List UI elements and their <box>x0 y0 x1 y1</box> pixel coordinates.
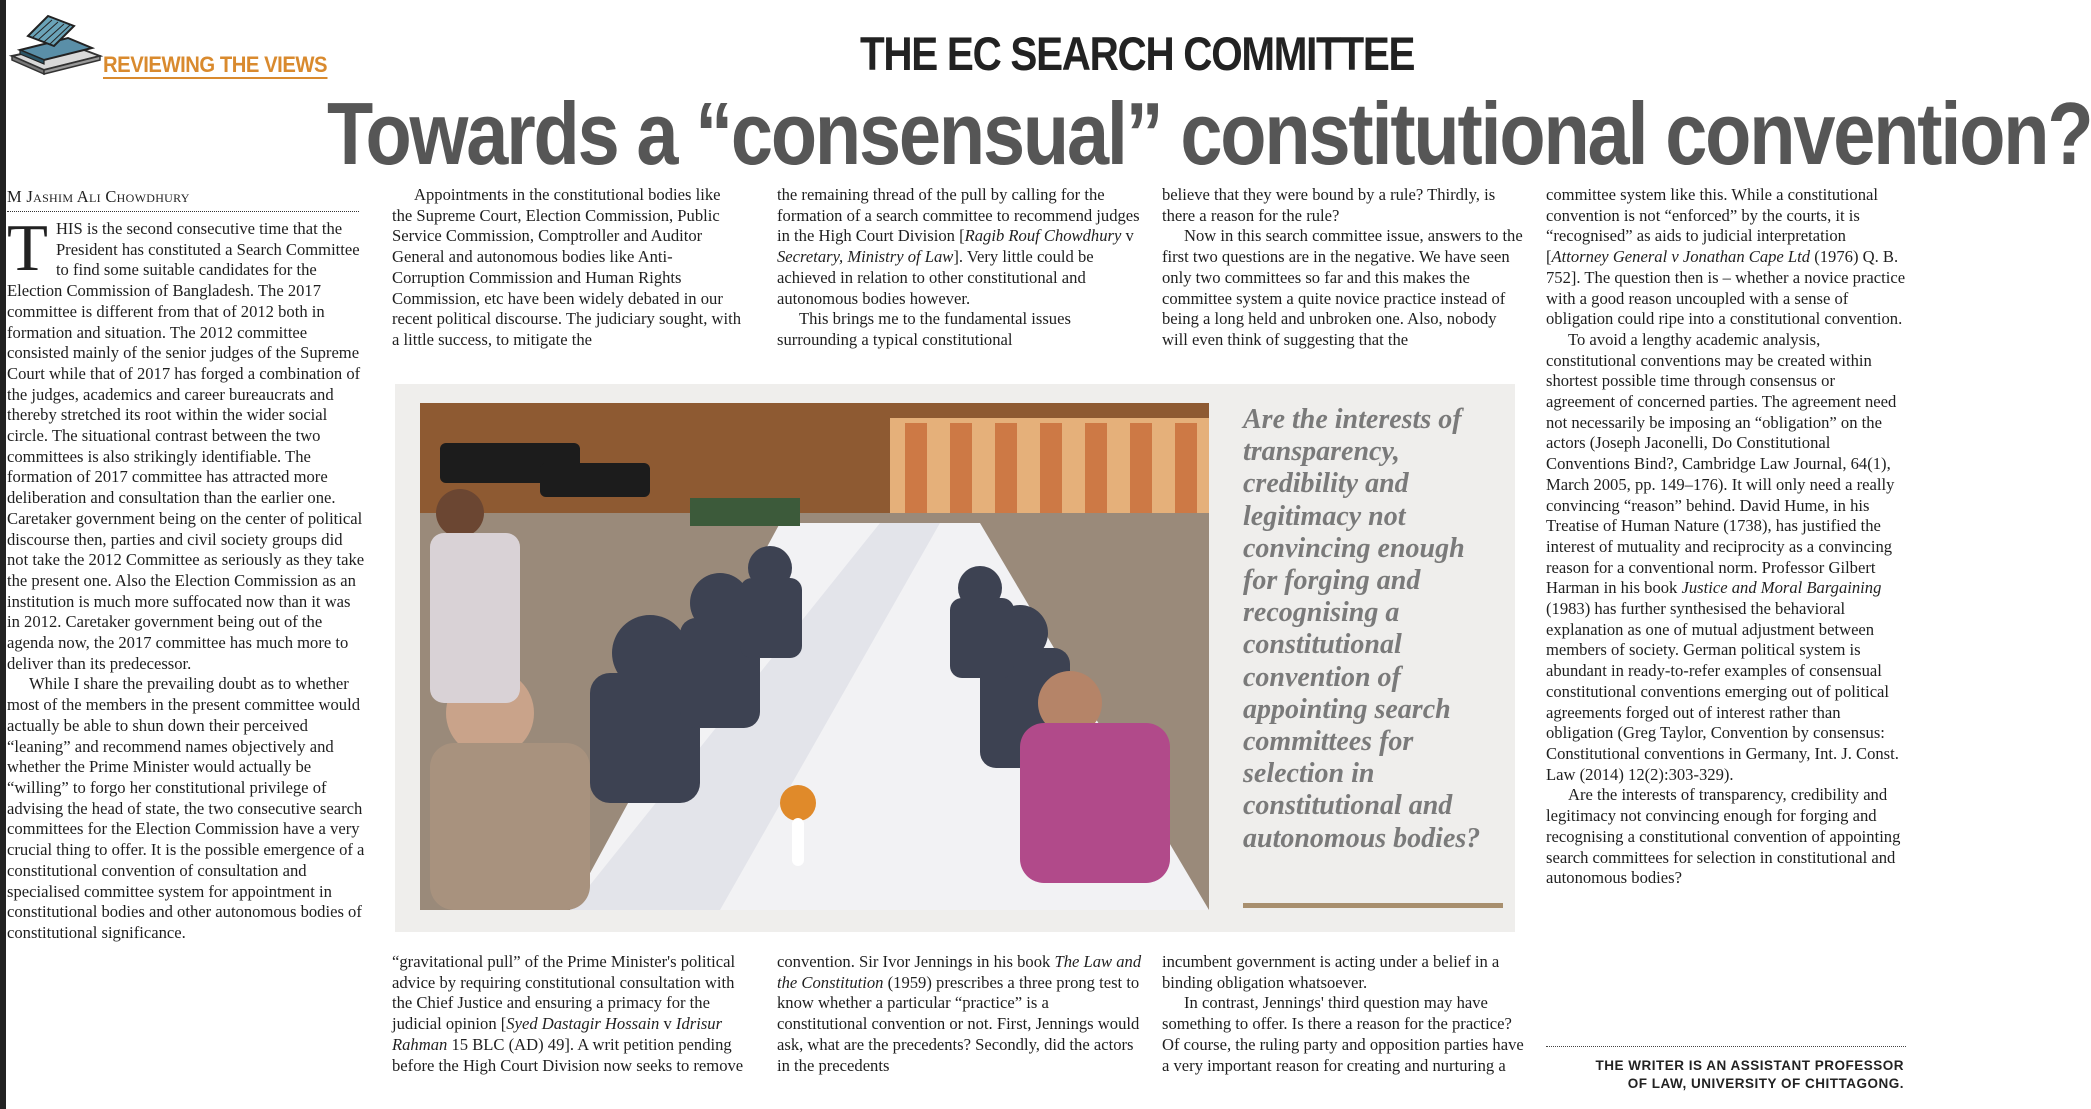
writer-note <box>1546 1057 1904 1093</box>
article-paragraph <box>1546 330 1908 785</box>
book-title: Justice and Moral Bargaining <box>1681 578 1882 598</box>
meeting-photo <box>420 403 1209 910</box>
book-title: The Law and the Constitution <box>777 952 1142 992</box>
article-text: (1983) has further synthesised the behavioral explanation as one of mutual adjustment between members of society. German political system is abundant in ready-to-refer examples of consensual constitutional conventions emerging out of political agreements forged out of interest rather than obligation (Greg Taylor, Convention by consensus: Constitutional conventions in Germany, Int. J. Const. Law (2014) 12(2):303-329). <box>1546 599 1899 784</box>
article-paragraph <box>777 185 1142 309</box>
article-column-4-bottom <box>1162 952 1524 1076</box>
drop-cap: T <box>7 211 48 285</box>
article-text: To avoid a lengthy academic analysis, constitutional conventions may be created within shortest possible time through consensus or agreement of concerned parties. The agreement need not necessarily be imposing an “obligation” on the actors (Joseph Jaconelli, Do Constitutional Conventions Bind?, Cambridge Law Journal, 64(1), March 2005, pp. 149–176). It will only need a really convincing “reason” behind. David Hume, in his Treatise of Human Nature (1738), has justified the interest of mutuality and reciprocity as a convincing reason for a conventional norm. Professor Gilbert Harman in his book <box>1546 329 1897 598</box>
article-text: 15 BLC (AD) 49]. A writ petition pending before the High Court Division now seeks to remove <box>392 1034 744 1075</box>
article-column-3-top <box>777 185 1142 351</box>
article-text: the remaining thread of the pull by calling for the formation of a search committee to recommend judges in the High Court Division [ <box>777 185 1140 246</box>
article-text: (1959) prescribes a three prong test to know whether a particular “practice” is a constitutional convention or not. First, Jennings would ask, what are the precedents? Secondly, did the actors in the precedents <box>777 972 1140 1075</box>
case-name: Idrisur Rahman <box>392 1014 723 1054</box>
article-text: convention. Sir Ivor Jennings in his book <box>777 952 1055 971</box>
article-column-4-top <box>1162 185 1524 351</box>
byline: M Jashim Ali Chowdhury <box>7 187 359 212</box>
article-paragraph: While I share the prevailing doubt as to whether most of the members in the present committee would actually be able to shun down their perceived “leaning” and recommend names objectively and whether the Prime Minister would actually be “willing” to forgo her constitutional privilege of advising the head of state, the two consecutive search committees for the Election Commission have a very crucial thing to offer. It is the possible emergence of a constitutional convention of consultation and specialised committee system for appointment in constitutional bodies and other autonomous bodies of constitutional significance. <box>7 674 365 942</box>
case-name: Secretary, Ministry of Law <box>777 247 954 267</box>
article-column-2-bottom <box>392 952 744 1076</box>
article-column-1 <box>7 211 367 944</box>
case-name: Syed Dastagir Hossain <box>506 1014 660 1034</box>
article-text: is the second consecutive time that the President has constituted a Search Committee to find some suitable candidates for the Election Commission of Bangladesh. The 2017 committee is different from that of 2012 both in formation and situation. The 2012 committee consisted mainly of the senior judges of the Supreme Court while that of 2017 has forged a combination of the judges, academics and career bureaucrats and thereby stretched its root within the wider social circle. The situational contrast between the two committees is also strikingly identifiable. The formation of 2017 committee has attracted more deliberation and consultation than the earlier one. Caretaker government being on the center of political discourse then, parties and civil society groups did not take the 2012 Committee as seriously as they take the present one. Also the Election Commission as an institution is much more suffocated now than it was in 2012. Caretaker government being out of the agenda now, the 2017 committee has much more to deliver than its predecessor. <box>7 219 365 673</box>
article-text: (1976) Q. B. 752]. The question then is – whether a novice practice with a good reason uncoupled with a sense of obligation could ripe into a constitutional convention. <box>1546 247 1906 329</box>
lead-word: HIS <box>55 219 83 238</box>
article-text: ]. Very little could be achieved in relation to other constitutional and autonomous bodies however. <box>777 247 1094 308</box>
article-paragraph: This brings me to the fundamental issues surrounding a typical constitutional <box>777 309 1071 349</box>
case-name: Attorney General v Jonathan Cape Ltd <box>1551 247 1811 267</box>
article-paragraph <box>777 952 1142 1076</box>
article-column-3-bottom <box>777 952 1142 1076</box>
article-paragraph: believe that they were bound by a rule? Thirdly, is there a reason for the rule? <box>1162 185 1496 225</box>
article-paragraph <box>1546 185 1908 330</box>
article-paragraph: Now in this search committee issue, answers to the first two questions are in the negative. We have seen only two committees so far and this makes the committee system a quite novice practice instead of being a long held and unbroken one. Also, nobody will even think of suggesting that the <box>1162 226 1523 349</box>
article-paragraph: Are the interests of transparency, credibility and legitimacy not convincing enough for forging and recognising a constitutional convention of appointing search committees for selection in constitutional and autonomous bodies? <box>1546 785 1901 888</box>
writer-note-line: OF LAW, UNIVERSITY OF CHITTAGONG. <box>1627 1076 1904 1091</box>
article-column-2-top <box>392 185 744 351</box>
article-paragraph <box>392 952 744 1076</box>
article-paragraph: incumbent government is acting under a belief in a binding obligation whatsoever. <box>1162 952 1500 992</box>
section-label: REVIEWING THE VIEWS <box>103 52 328 77</box>
article-text: committee system like this. While a constitutional convention is not “enforced” by the courts, it is “recognised” as aids to judicial interpretation [ <box>1546 185 1878 267</box>
kicker-title: THE EC SEARCH COMMITTEE <box>860 27 1415 80</box>
article-text: v <box>659 1014 676 1034</box>
case-name: Ragib Rouf Chowdhury <box>964 226 1122 246</box>
writer-note-line: THE WRITER IS AN ASSISTANT PROFESSOR <box>1595 1058 1904 1073</box>
writer-note-divider <box>1546 1046 1906 1047</box>
article-text: “gravitational pull” of the Prime Minister's political advice by requiring constitutional consultation with the Chief Justice and ensuring a primacy for the judicial opinion [ <box>392 952 736 1034</box>
books-stack-icon <box>8 12 104 74</box>
pull-quote-rule <box>1243 903 1503 908</box>
article-column-5 <box>1546 185 1908 889</box>
article-paragraph: Appointments in the constitutional bodies like the Supreme Court, Election Commission, Public Service Commission, Comptroller and Auditor General and autonomous bodies like Anti-Corruption Commission and Human Rights Commission, etc have been widely debated in our recent political discourse. The judiciary sought, with a little success, to mitigate the <box>392 185 741 349</box>
page-title: Towards a “consensual” constitutional convention? <box>327 84 2091 183</box>
article-text: v <box>1121 226 1134 246</box>
page-edge-rule <box>0 0 6 1109</box>
article-paragraph: In contrast, Jennings' third question may have something to offer. Is there a reason for the practice? Of course, the ruling party and opposition parties have a very important reason for creating and nurturing a <box>1162 993 1524 1075</box>
pull-quote: Are the interests of transparency, credibility and legitimacy not convincing enough for forging and recognising a constitutional convention of appointing search committees for selection in constitutional and autonomous bodies? <box>1243 404 1481 854</box>
article-paragraph <box>7 211 367 674</box>
